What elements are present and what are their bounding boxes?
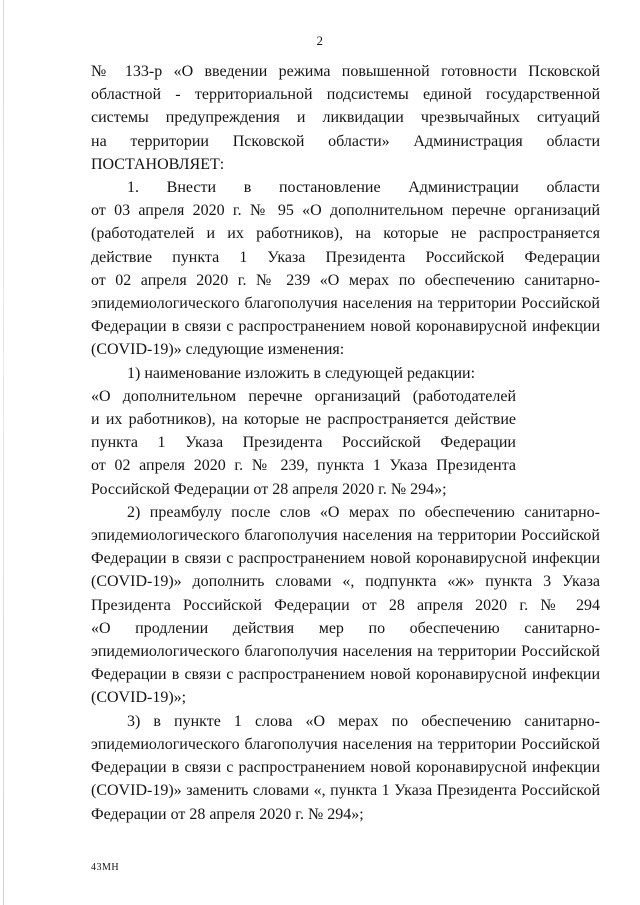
- text-line: 3) в пункте 1 слова «О мерах по обеспечению санитарно-: [127, 712, 600, 730]
- paragraph-item-1: [91, 176, 600, 362]
- quoted-new-title: [91, 385, 516, 501]
- text-line: (COVID-19)» дополнить словами «, подпункта «ж» пункта 3 Указа: [91, 573, 600, 591]
- text-line: (COVID-19)»;: [91, 689, 187, 707]
- text-line: Федерации в связи с распространением новой коронавирусной инфекции: [91, 759, 600, 777]
- text-line: Российской Федерации от 28 апреля 2020 г. № 294»;: [91, 480, 447, 498]
- text-line: Федерации в связи с распространением новой коронавирусной инфекции: [91, 666, 600, 684]
- text-line: системы предупреждения и ликвидации чрезвычайных ситуаций: [91, 109, 600, 127]
- text-line: (работодателей и их работников), на которые не распространяется: [91, 225, 600, 243]
- text-line: эпидемиологического благополучия населения на территории Российской: [91, 295, 600, 313]
- text-line: (COVID-19)» следующие изменения:: [91, 341, 345, 359]
- paragraph-subitem-3: [91, 710, 600, 826]
- text-line: 1. Внести в постановление Администрации области: [127, 179, 600, 197]
- paragraph-intro: [91, 60, 600, 176]
- text-line: Федерации в связи с распространением новой коронавирусной инфекции: [91, 318, 600, 336]
- text-line: действие пункта 1 Указа Президента Российской Федерации: [91, 248, 600, 266]
- document-body: [91, 60, 600, 826]
- text-line: 2) преамбулу после слов «О мерах по обеспечению санитарно-: [127, 503, 600, 521]
- text-line: областной - территориальной подсистемы единой государственной: [91, 86, 600, 104]
- text-line: (COVID-19)» заменить словами «, пункта 1 Указа Президента Российской: [91, 782, 600, 800]
- text-line: Президента Российской Федерации от 28 апреля 2020 г. № 294: [91, 596, 600, 614]
- text-line: ПОСТАНОВЛЯЕТ:: [91, 155, 225, 173]
- text-line: Федерации от 28 апреля 2020 г. № 294»;: [91, 805, 364, 823]
- page-number: 2: [316, 33, 324, 48]
- scan-edge-line: [3, 0, 4, 905]
- text-line: эпидемиологического благополучия населения на территории Российской: [91, 735, 600, 753]
- text-line: от 02 апреля 2020 г. № 239, пункта 1 Указа Президента: [91, 457, 516, 475]
- footer-document-code: 43МН: [91, 862, 120, 873]
- text-line: от 02 апреля 2020 г. № 239 «О мерах по обеспечению санитарно-: [91, 271, 600, 289]
- text-line: «О дополнительном перечне организаций (работодателей: [91, 387, 516, 405]
- text-line: 1) наименование изложить в следующей редакции:: [127, 364, 476, 382]
- paragraph-subitem-2: [91, 501, 600, 710]
- text-line: «О продлении действия мер по обеспечению санитарно-: [91, 619, 600, 637]
- text-line: эпидемиологического благополучия населения на территории Российской: [91, 527, 600, 545]
- text-line: и их работников), на которые не распространяется действие: [91, 411, 516, 429]
- text-line: Федерации в связи с распространением новой коронавирусной инфекции: [91, 550, 600, 568]
- text-line: № 133-р «О введении режима повышенной готовности Псковской: [91, 63, 600, 80]
- text-line: эпидемиологического благополучия населения на территории Российской: [91, 643, 600, 661]
- paragraph-subitem-1: [91, 362, 600, 385]
- text-line: на территории Псковской области» Администрация области: [91, 132, 600, 150]
- text-line: пункта 1 Указа Президента Российской Федерации: [91, 434, 516, 452]
- text-line: от 03 апреля 2020 г. № 95 «О дополнительном перечне организаций: [91, 202, 600, 220]
